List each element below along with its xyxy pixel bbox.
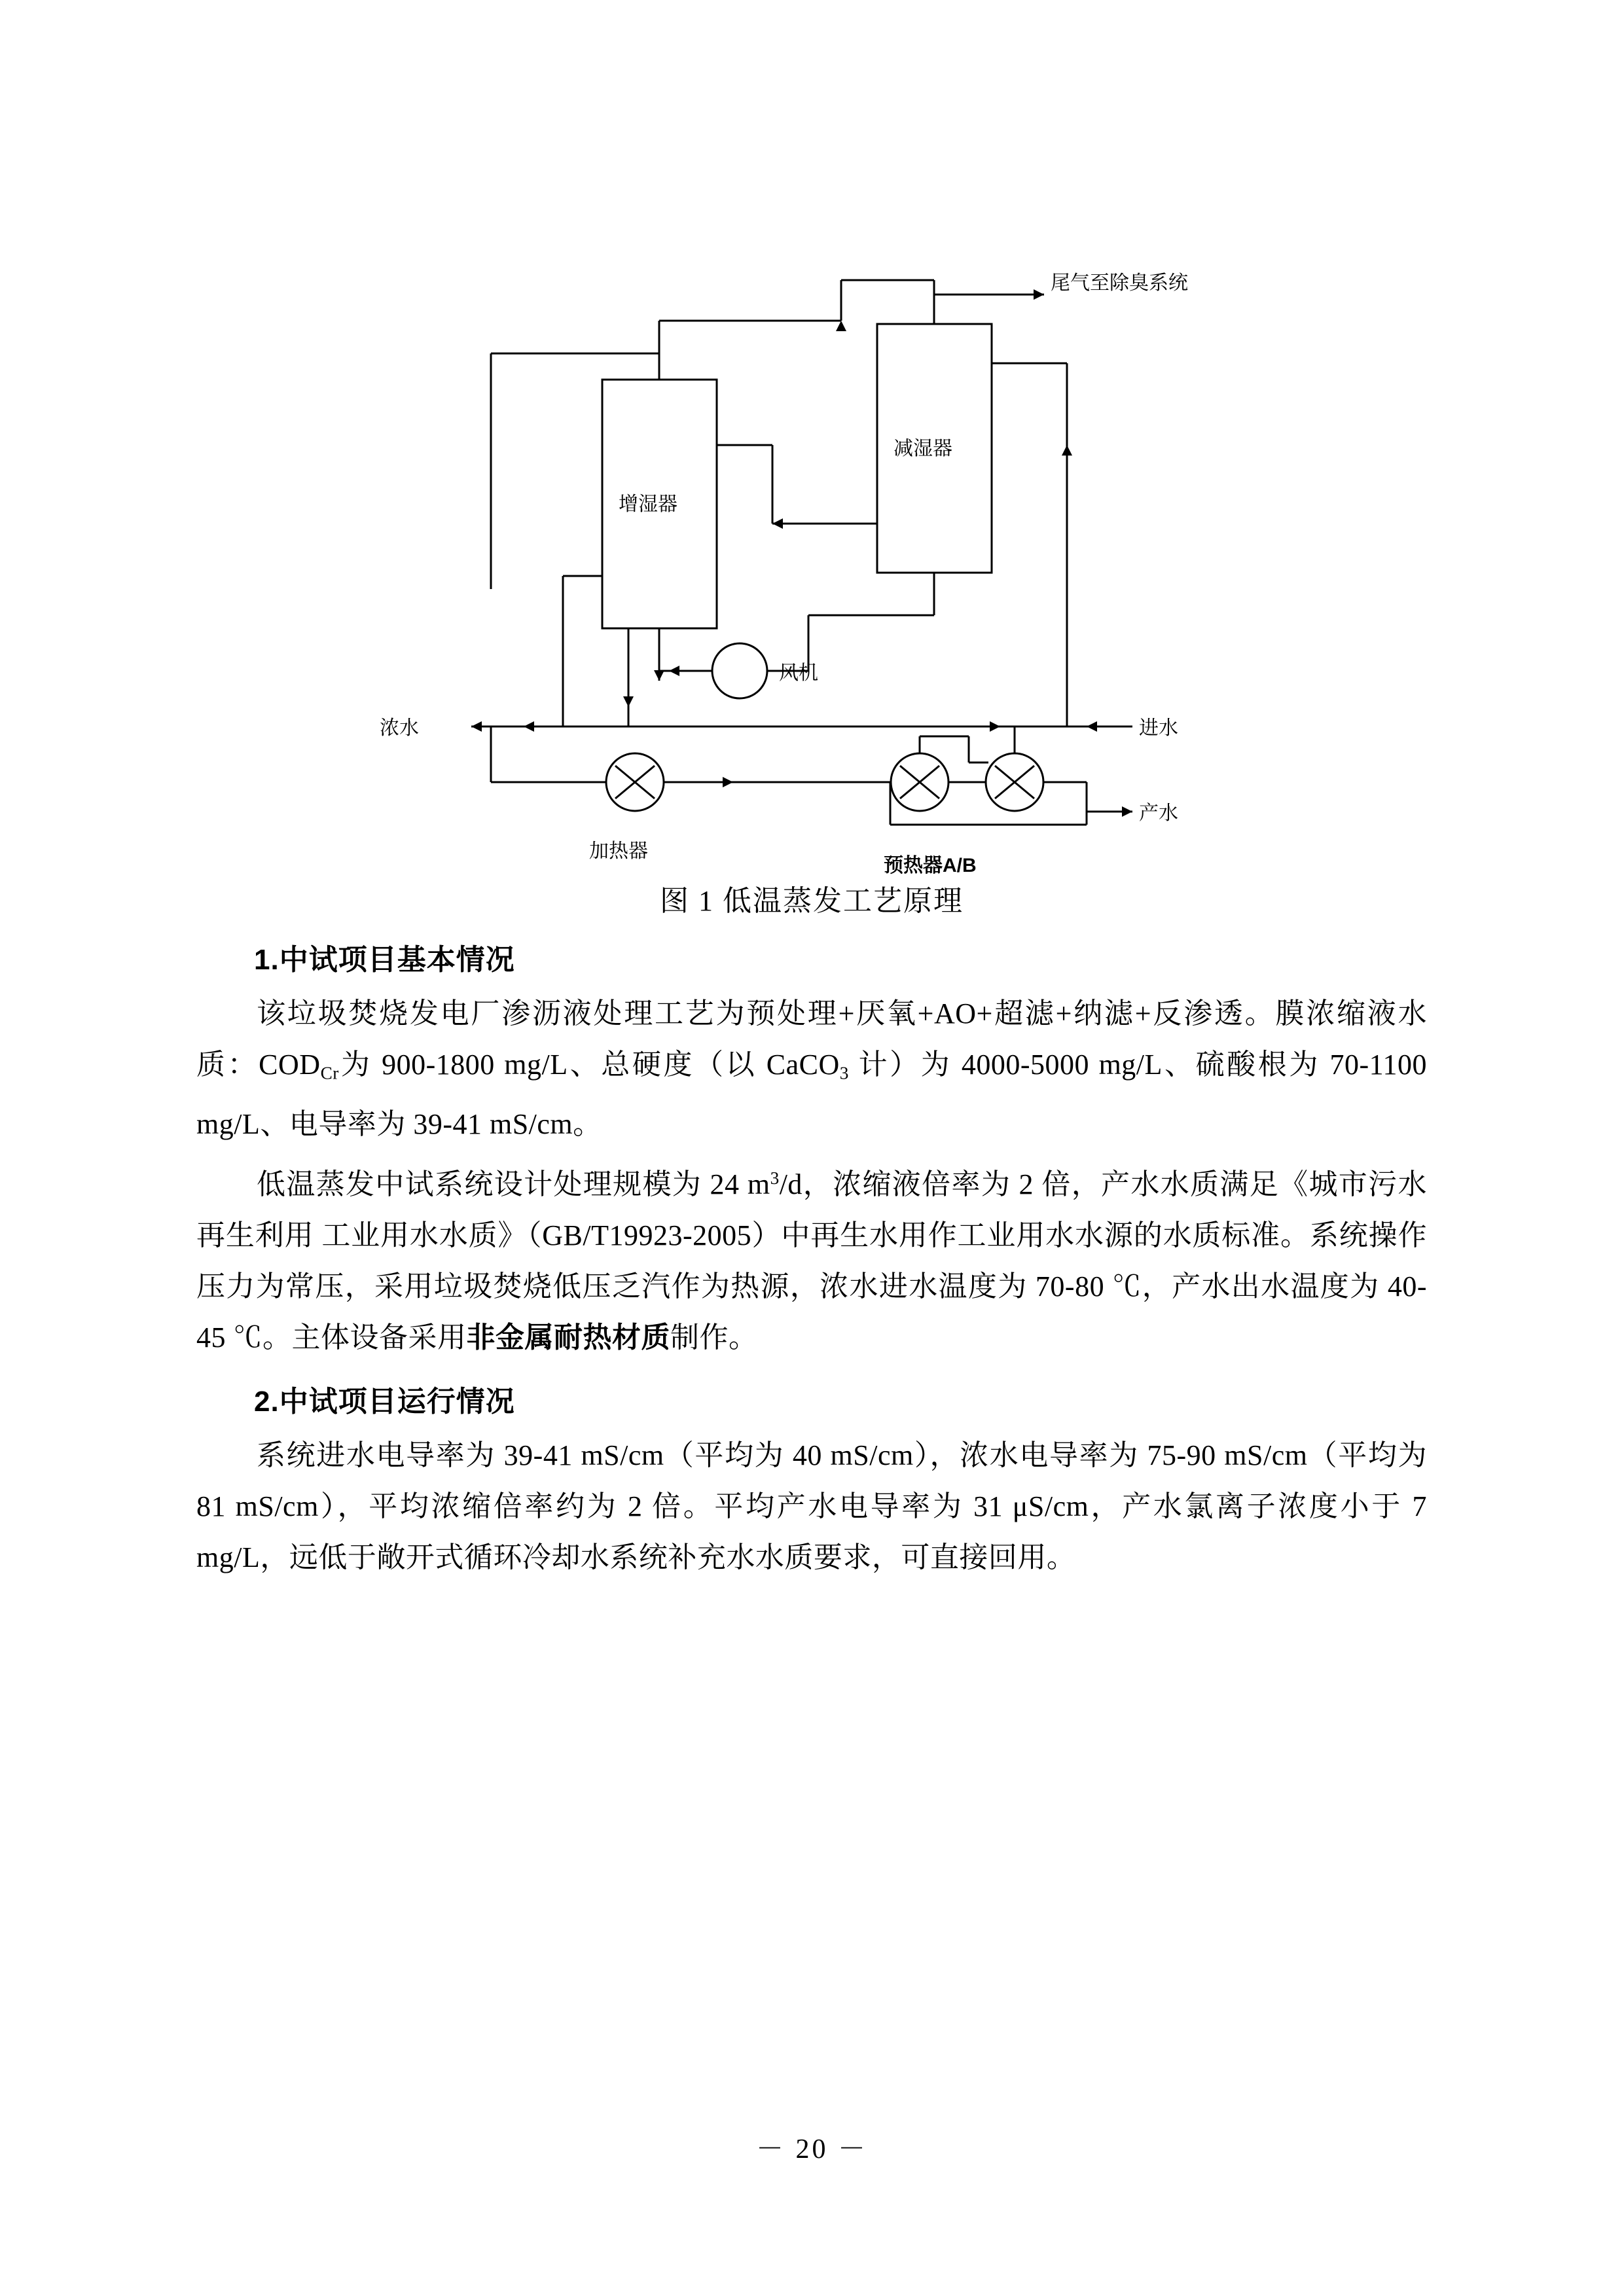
label-concentrate: 浓水 bbox=[380, 717, 419, 739]
label-product: 产水 bbox=[1139, 802, 1178, 824]
paragraph-1-2: 低温蒸发中试系统设计处理规模为 24 $m^3/d$，浓缩液倍率为 2 倍，产水水质满足《城市污水再生利用 工业用水水质》（GB/T19923-2005）中再生水用作工业用水水源的水质标准。系统操作压力为常压，采用垃圾焚烧低压乏汽作为热源，浓水进水温度为 70-80 ℃，产水出水温度为 40-45 ℃。主体设备采用非金属耐热材质制作。 bbox=[196, 1168, 1427, 1354]
page-content bbox=[196, 249, 1427, 1586]
label-heater: 加热器 bbox=[589, 840, 648, 862]
label-preheater: 预热器A/B bbox=[884, 855, 977, 876]
paragraph-2-1: 系统进水电导率为 39-41 mS/cm（平均为 40 mS/cm），浓水电导率为 75-90 mS/cm（平均为 81 mS/cm），平均浓缩倍率约为 2 倍。平均产水电导率为 31 μS/cm，产水氯离子浓度小于 7 mg/L，远低于敞开式循环冷却水系统补充水水质要求，可直接回用。 bbox=[196, 1439, 1427, 1573]
page-number: － 20 － bbox=[755, 2134, 868, 2164]
figure-caption: 图 1 低温蒸发工艺原理 bbox=[660, 885, 964, 917]
label-exhaust: 尾气至除臭系统 bbox=[1051, 272, 1188, 294]
fan-symbol bbox=[712, 643, 767, 698]
label-humidifier: 增湿器 bbox=[619, 493, 677, 515]
section-heading-2: 2.中试项目运行情况 bbox=[254, 1385, 515, 1418]
label-dehumidifier: 减湿器 bbox=[893, 438, 952, 459]
section-heading-1: 1.中试项目基本情况 bbox=[254, 944, 515, 976]
process-flow-diagram bbox=[196, 249, 1427, 876]
process-flow-svg bbox=[196, 249, 1427, 876]
label-feed: 进水 bbox=[1139, 717, 1178, 739]
paragraph-1-1: 该垃圾焚烧发电厂渗沥液处理工艺为预处理+厌氧+AO+超滤+纳滤+反渗透。膜浓缩液水质：$COD_{Cr}$为 900-1800 mg/L、总硬度（以 CaCO$_3$ 计）为 4000-5000 mg/L、硫酸根为 70-1100 mg/L、电导率为 39-41 mS/cm。 bbox=[196, 997, 1427, 1140]
emphasis-nonmetal-material: 非金属耐热材质 bbox=[466, 1321, 670, 1354]
label-fan: 风机 bbox=[779, 662, 818, 684]
